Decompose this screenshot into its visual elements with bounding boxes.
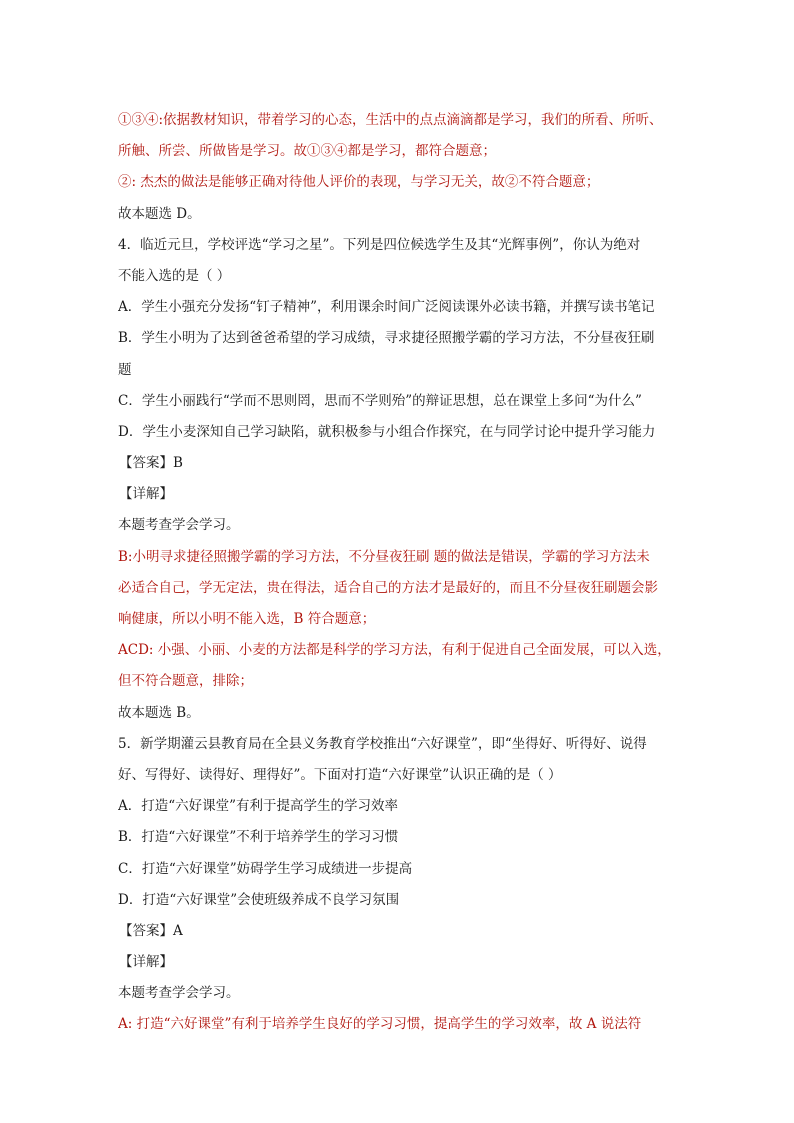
text-line: A．打造“六好课堂”有利于提高学生的学习效率 [118, 798, 399, 815]
section-label: 【详解】 [119, 486, 173, 503]
section-label: 【答案】B [119, 455, 183, 472]
explanation-line: B:小明寻求捷径照搬学霸的学习方法，不分昼夜狂刷 题的做法是错误，学霸的学习方法未 [118, 548, 650, 565]
explanation-line: 响健康，所以小明不能入选，B 符合题意； [118, 611, 376, 627]
text-line: 本题考查学会学习。 [118, 517, 240, 534]
text-line: 不能入选的是（ ） [118, 267, 231, 284]
text-line: C．打造“六好课堂”妨碍学生学习成绩进一步提高 [118, 860, 413, 877]
text-line: 5．新学期灌云县教育局在全县义务教育学校推出“六好课堂”，即“坐得好、听得好、说得 [118, 735, 647, 752]
text-line: 本题考查学会学习。 [118, 985, 240, 1002]
text-line: 故本题选 B。 [118, 704, 200, 721]
text-line: 故本题选 D。 [118, 205, 201, 222]
explanation-line: 但不符合题意，排除； [118, 673, 253, 690]
explanation-line: 所触、所尝、所做皆是学习。故①③④都是学习，都符合题意； [118, 143, 496, 160]
text-line: 4．临近元旦，学校评选“学习之星”。下列是四位候选学生及其“光辉事例”，你认为绝对 [118, 236, 641, 253]
explanation-line: A: 打造“六好课堂”有利于培养学生良好的学习习惯，提高学生的学习效率，故 A 说法符 [118, 1016, 642, 1033]
text-line: B．打造“六好课堂”不利于培养学生的学习习惯 [118, 829, 399, 846]
text-line: D．打造“六好课堂”会使班级养成不良学习氛围 [118, 891, 400, 908]
explanation-line: ①③④:依据教材知识，带着学习的心态，生活中的点点滴滴都是学习，我们的所看、所听、 [118, 112, 663, 128]
explanation-line: ②: 杰杰的做法是能够正确对待他人评价的表现，与学习无关，故②不符合题意； [118, 174, 600, 191]
explanation-line: 必适合自己，学无定法，贵在得法，适合自己的方法才是最好的，而且不分昼夜狂刷题会影 [118, 579, 658, 596]
text-line: C．学生小丽践行“学而不思则罔，思而不学则殆”的辩证思想，总在课堂上多问“为什么” [118, 392, 642, 409]
section-label: 【详解】 [119, 954, 173, 971]
text-line: D．学生小麦深知自己学习缺陷，就积极参与小组合作探究，在与同学讨论中提升学习能力 [118, 423, 656, 440]
text-line: 好、写得好、读得好、理得好”。下面对打造“六好课堂”认识正确的是（ ） [118, 766, 562, 783]
text-line: 题 [118, 361, 132, 378]
text-line: A．学生小强充分发扬“钉子精神”，利用课余时间广泛阅读课外必读书籍，并撰写读书笔记 [118, 299, 655, 316]
section-label: 【答案】A [119, 922, 183, 939]
text-line: B．学生小明为了达到爸爸希望的学习成绩，寻求捷径照搬学霸的学习方法，不分昼夜狂刷 [118, 330, 655, 347]
explanation-line: ACD: 小强、小丽、小麦的方法都是科学的学习方法，有利于促进自己全面发展，可以入选， [118, 642, 671, 659]
